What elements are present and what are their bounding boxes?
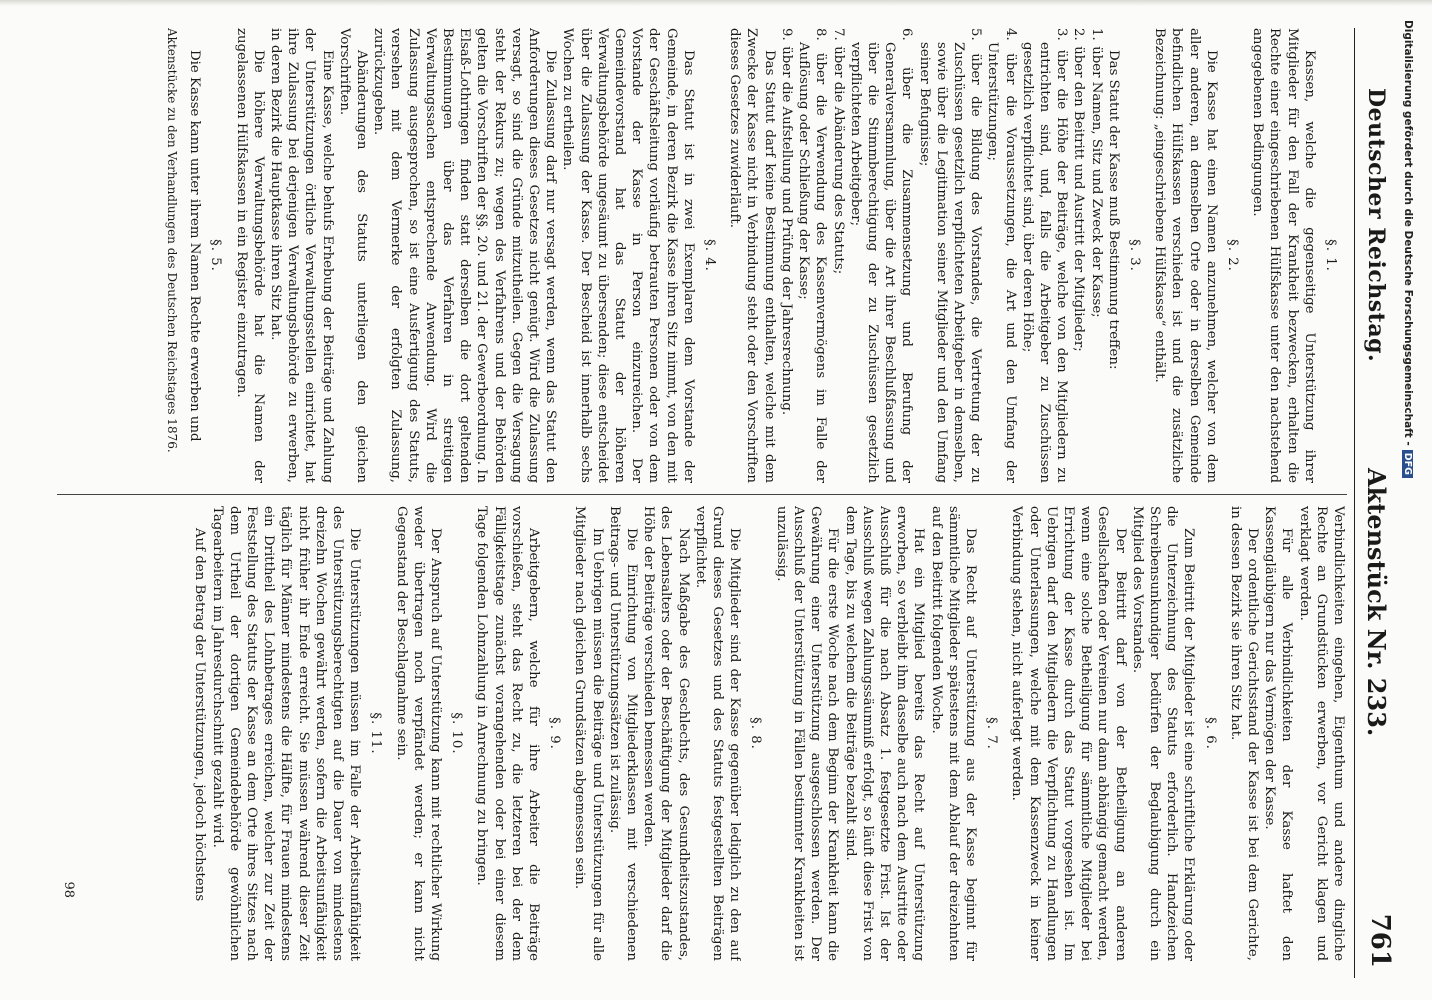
text-columns xyxy=(57,28,1347,978)
list-item: 8. über die Verwendung des Kassenvermögens im Falle der Auflösung oder Schließung der Kasse; xyxy=(796,28,829,483)
paragraph: Die Kasse hat einen Namen anzunehmen, welcher von dem aller anderen, an demselben Orte oder in derselben Gemeinde befindlichen Hülfskassen verschieden ist und die zusätzliche Bezeichnung: „eingeschriebene Hülfskasse“ enthält. xyxy=(1152,28,1219,483)
paragraph: Die Kasse kann unter ihrem Namen Rechte erwerben und xyxy=(187,50,203,442)
right-column xyxy=(57,506,1347,961)
scan-edge xyxy=(0,0,1432,6)
paragraph: Nach Maßgabe des Geschlechts, des Gesundheitszustandes, des Lebensalters oder der Beschäftigung der Mitglieder darf die Höhe der Beiträge verschieden bemessen werden. xyxy=(641,506,691,961)
credit-text: Digitalisierung gefördert durch die Deutsche Forschungsgemeinschaft - xyxy=(1402,20,1414,446)
header-left-title: Deutscher Reichstag. xyxy=(1363,88,1389,363)
section-heading: §. 2. xyxy=(1224,239,1240,272)
paragraph: Für die erste Woche nach dem Beginn der Krankheit kann die Gewährung einer Unterstützung ausgeschlossen werden. Der Ausschluß der Unterstützung in Fällen bestimmter Krankheiten ist unzulässig. xyxy=(773,506,841,961)
dfg-logo: DFG xyxy=(1402,450,1413,478)
paragraph: Die Einrichtung von Mitgliederklassen mit verschiedenen Beitrags- und Unterstützungssätzen ist zulässig. xyxy=(606,506,640,961)
list-item: 9. über die Aufstellung und Prüfung der Jahresrechnung. xyxy=(778,28,794,416)
section-heading: §. 1. xyxy=(1323,239,1338,272)
paragraph: Die Mitglieder sind der Kasse gegenüber lediglich zu den auf Grund dieses Gesetzes und des Statuts festgestellten Beiträgen verpflichtet. xyxy=(692,506,743,961)
header-document-number: Aktenstück Nr. 233. xyxy=(1362,468,1391,737)
list-item: 4. über die Voraussetzungen, die Art und den Umfang der Unterstützungen; xyxy=(985,28,1018,483)
page-header xyxy=(1354,28,1395,978)
list-item: 1. über Namen, Sitz und Zweck der Kasse; xyxy=(1088,28,1104,318)
paragraph: Der Anspruch auf Unterstützung kann mit rechtlicher Wirkung weder übertragen noch verpfändet werden; er kann nicht Gegenstand der Beschlagnahme sein. xyxy=(393,506,444,961)
section-heading: §. 4. xyxy=(702,239,718,272)
paragraph: Kassen, welche die gegenseitige Unterstützung ihrer Mitglieder für den Fall der Krankheit bezwecken, erhalten die Rechte einer eingeschriebenen Hülfskasse unter den nachstehend angegebenen Bedingungen. xyxy=(1250,28,1317,483)
section-heading: §. 9. xyxy=(547,717,563,750)
paragraph: Das Recht auf Unterstützung aus der Kasse beginnt für sämmtliche Mitglieder spätestens mit dem Ablauf der dreizehnten auf den Beitritt folgenden Woche. xyxy=(928,506,978,961)
section-heading: §. 10. xyxy=(449,712,465,755)
paragraph: Das Statut darf keine Bestimmung enthalten, welche mit dem Zwecke der Kasse nicht in Verbindung steht oder den Vorschriften dieses Gesetzes zuwiderläuft. xyxy=(727,28,777,483)
statute-requirements-list xyxy=(778,28,1105,483)
paragraph: Arbeitgebern, welche für ihre Arbeiter die Beiträge vorschießen, steht das Recht zu, die letzteren bei der dem Fälligkeitstage zunächst vorangehenden oder bei einer diesem Tage folgenden Lohnzahlung in Anrechnung zu bringen. xyxy=(474,506,542,961)
list-item: 7. über die Abänderung des Statuts; xyxy=(830,28,846,275)
paragraph: Das Statut ist in zwei Exemplaren dem Vorstande der Gemeinde, in deren Bezirk die Kasse ihren Sitz nimmt, von den mit der Geschäftsleitung vorläufig betrauten Personen oder von dem Vorstande der Kasse in Person einzureichen. Der Gemeindevorstand hat das Statut der höheren Verwaltungsbehörde ungesäumt zu übersenden; diese entscheidet über die Zulassung der Kasse. Der Bescheid ist innerhalb sechs Wochen zu ertheilen. xyxy=(560,28,696,483)
paragraph: Im Uebrigen müssen die Beiträge und Unterstützungen für alle Mitglieder nach gleichen Grundsätzen abgemessen sein. xyxy=(572,506,605,961)
section-heading: §. 8. xyxy=(748,717,764,750)
list-item: 5. über die Bildung des Vorstandes, die Vertretung der zu Zuschüssen gesetzlich verpflichteten Arbeitgeber in demselben, sowie über die Legitimation seiner Mitglieder und den Umfang seiner Befugnisse; xyxy=(916,28,984,483)
paragraph: Auf den Betrag der Unterstützungen, jedoch höchstens xyxy=(192,528,208,902)
paragraph: Für alle Verbindlichkeiten der Kasse haftet den Kassengläubigern nur das Vermögen der Kasse. xyxy=(1262,506,1295,961)
digitization-credit xyxy=(1398,20,1414,980)
paragraph: Der ordentliche Gerichtsstand der Kasse ist bei dem Gerichte, in dessen Bezirk sie ihren Sitz hat. xyxy=(1227,506,1260,961)
left-column xyxy=(57,28,1347,483)
document-page xyxy=(45,28,1395,978)
section-heading: §. 11. xyxy=(368,712,384,755)
section-heading: §. 3. xyxy=(1126,239,1142,272)
paragraph: Abänderungen des Statuts unterliegen den gleichen Vorschriften. xyxy=(336,28,370,483)
paragraph: Die Zulassung darf nur versagt werden, wenn das Statut den Anforderungen dieses Gesetzes nicht genügt. Wird die Zulassung versagt, so sind die Gründe mitzutheilen. Gegen die Versagung steht der Rekurs zu; wegen des Verfahrens und der Behörden gelten die Vorschriften der §§. 20. und 21. der Gewerbeordnung. In Elsaß-Lothringen finden statt derselben die dort geltenden Bestimmungen über das Verfahren in streitigen Verwaltungssachen entsprechende Anwendung. Wird die Zulassung ausgesprochen, so ist eine Ausfertigung des Statuts, versehen mit dem Vermerke der erfolgten Zulassung, zurückzugeben. xyxy=(371,28,559,483)
printer-signature: 98 xyxy=(61,881,76,898)
paragraph: Das Statut der Kasse muß Bestimmung treffen: xyxy=(1105,50,1121,370)
page-footer: Aktenstücke zu den Verhandlungen des Deutschen Reichstages 1876. xyxy=(165,28,179,453)
section-heading: §. 7. xyxy=(984,717,1000,750)
list-item: 6. über die Zusammensetzung und Berufung der Generalversammlung, über die Art ihrer Beschlußfassung und über die Stimmberechtigung der zu Zuschüssen gesetzlich verpflichteten Arbeitgeber; xyxy=(847,28,915,483)
section-heading: §. 6. xyxy=(1202,717,1218,750)
paragraph: Hat ein Mitglied bereits das Recht auf Unterstützung erworben, so verbleibt ihm dasselbe auch nach dem Austritte oder Ausschluß für die nach Absatz 1. festgesetzte Frist. Ist der Ausschluß wegen Zahlungssäumniß erfolgt, so läuft diese Frist von dem Tage, bis zu welchem die Beiträge bezahlt sind. xyxy=(842,506,927,961)
paragraph: Die höhere Verwaltungsbehörde hat die Namen der zugelassenen Hülfskassen in ein Register einzutragen. xyxy=(233,28,266,483)
paragraph: Der Beitritt darf von der Betheiligung an anderen Gesellschaften oder Vereinen nur dann abhängig gemacht werden, wenn eine solche Betheiligung für sämmtliche Mitglieder bei Errichtung der Kasse durch das Statut vorgesehen ist. Im Uebrigen darf den Mitgliedern die Verpflichtung zu Handlungen oder Unterlassungen, welche mit dem Kassenzweck in keiner Verbindung stehen, nicht auferlegt werden. xyxy=(1009,506,1128,961)
paragraph: Zum Beitritt der Mitglieder ist eine schriftliche Erklärung oder die Unterzeichnung des Statuts erforderlich. Handzeichen Schreibensunkundiger bedürfen der Beglaubigung durch ein Mitglied des Vorstandes. xyxy=(1129,506,1197,961)
list-item: 3. über die Höhe der Beiträge, welche von den Mitgliedern zu entrichten sind, und, falls die Arbeitgeber zu Zuschüssen gesetzlich verpflichtet sind, über deren Höhe; xyxy=(1019,28,1070,483)
paragraph: Eine Kasse, welche behufs Erhebung der Beiträge und Zahlung der Unterstützungen örtliche Verwaltungsstellen einrichtet, hat ihre Zulassung bei derjenigen Verwaltungsbehörde zu erwerben, in deren Bezirk die Hauptkasse ihren Sitz hat. xyxy=(268,28,335,483)
page-number: 761 xyxy=(1365,913,1395,968)
column-divider xyxy=(57,494,1347,495)
paragraph: Die Unterstützungen müssen im Falle der Arbeitsunfähigkeit des Unterstützungsberechtigten auf die Dauer von mindestens dreizehn Wochen gewährt werden, sofern die Arbeitsunfähigkeit nicht früher ihr Ende erreicht. Sie müssen während dieser Zeit täglich für Männer mindestens die Hälfte, für Frauen mindestens ein Drittheil des Lohnbetrages erreichen, welcher zur Zeit der Feststellung des Statuts der Kasse an dem Orte ihres Sitzes nach dem Urtheil der dortigen Gemeindebehörde gewöhnlichen Tagearbeitern im Jahresdurchschnitt gezahlt wird. xyxy=(209,506,363,961)
section-heading: §. 5. xyxy=(208,239,224,272)
paragraph: Verbindlichkeiten eingehen, Eigenthum und andere dingliche Rechte an Grundstücken erwerben, vor Gericht klagen und verklagt werden. xyxy=(1296,506,1346,961)
list-item: 2. über den Beitritt und Austritt der Mitglieder; xyxy=(1071,28,1087,352)
